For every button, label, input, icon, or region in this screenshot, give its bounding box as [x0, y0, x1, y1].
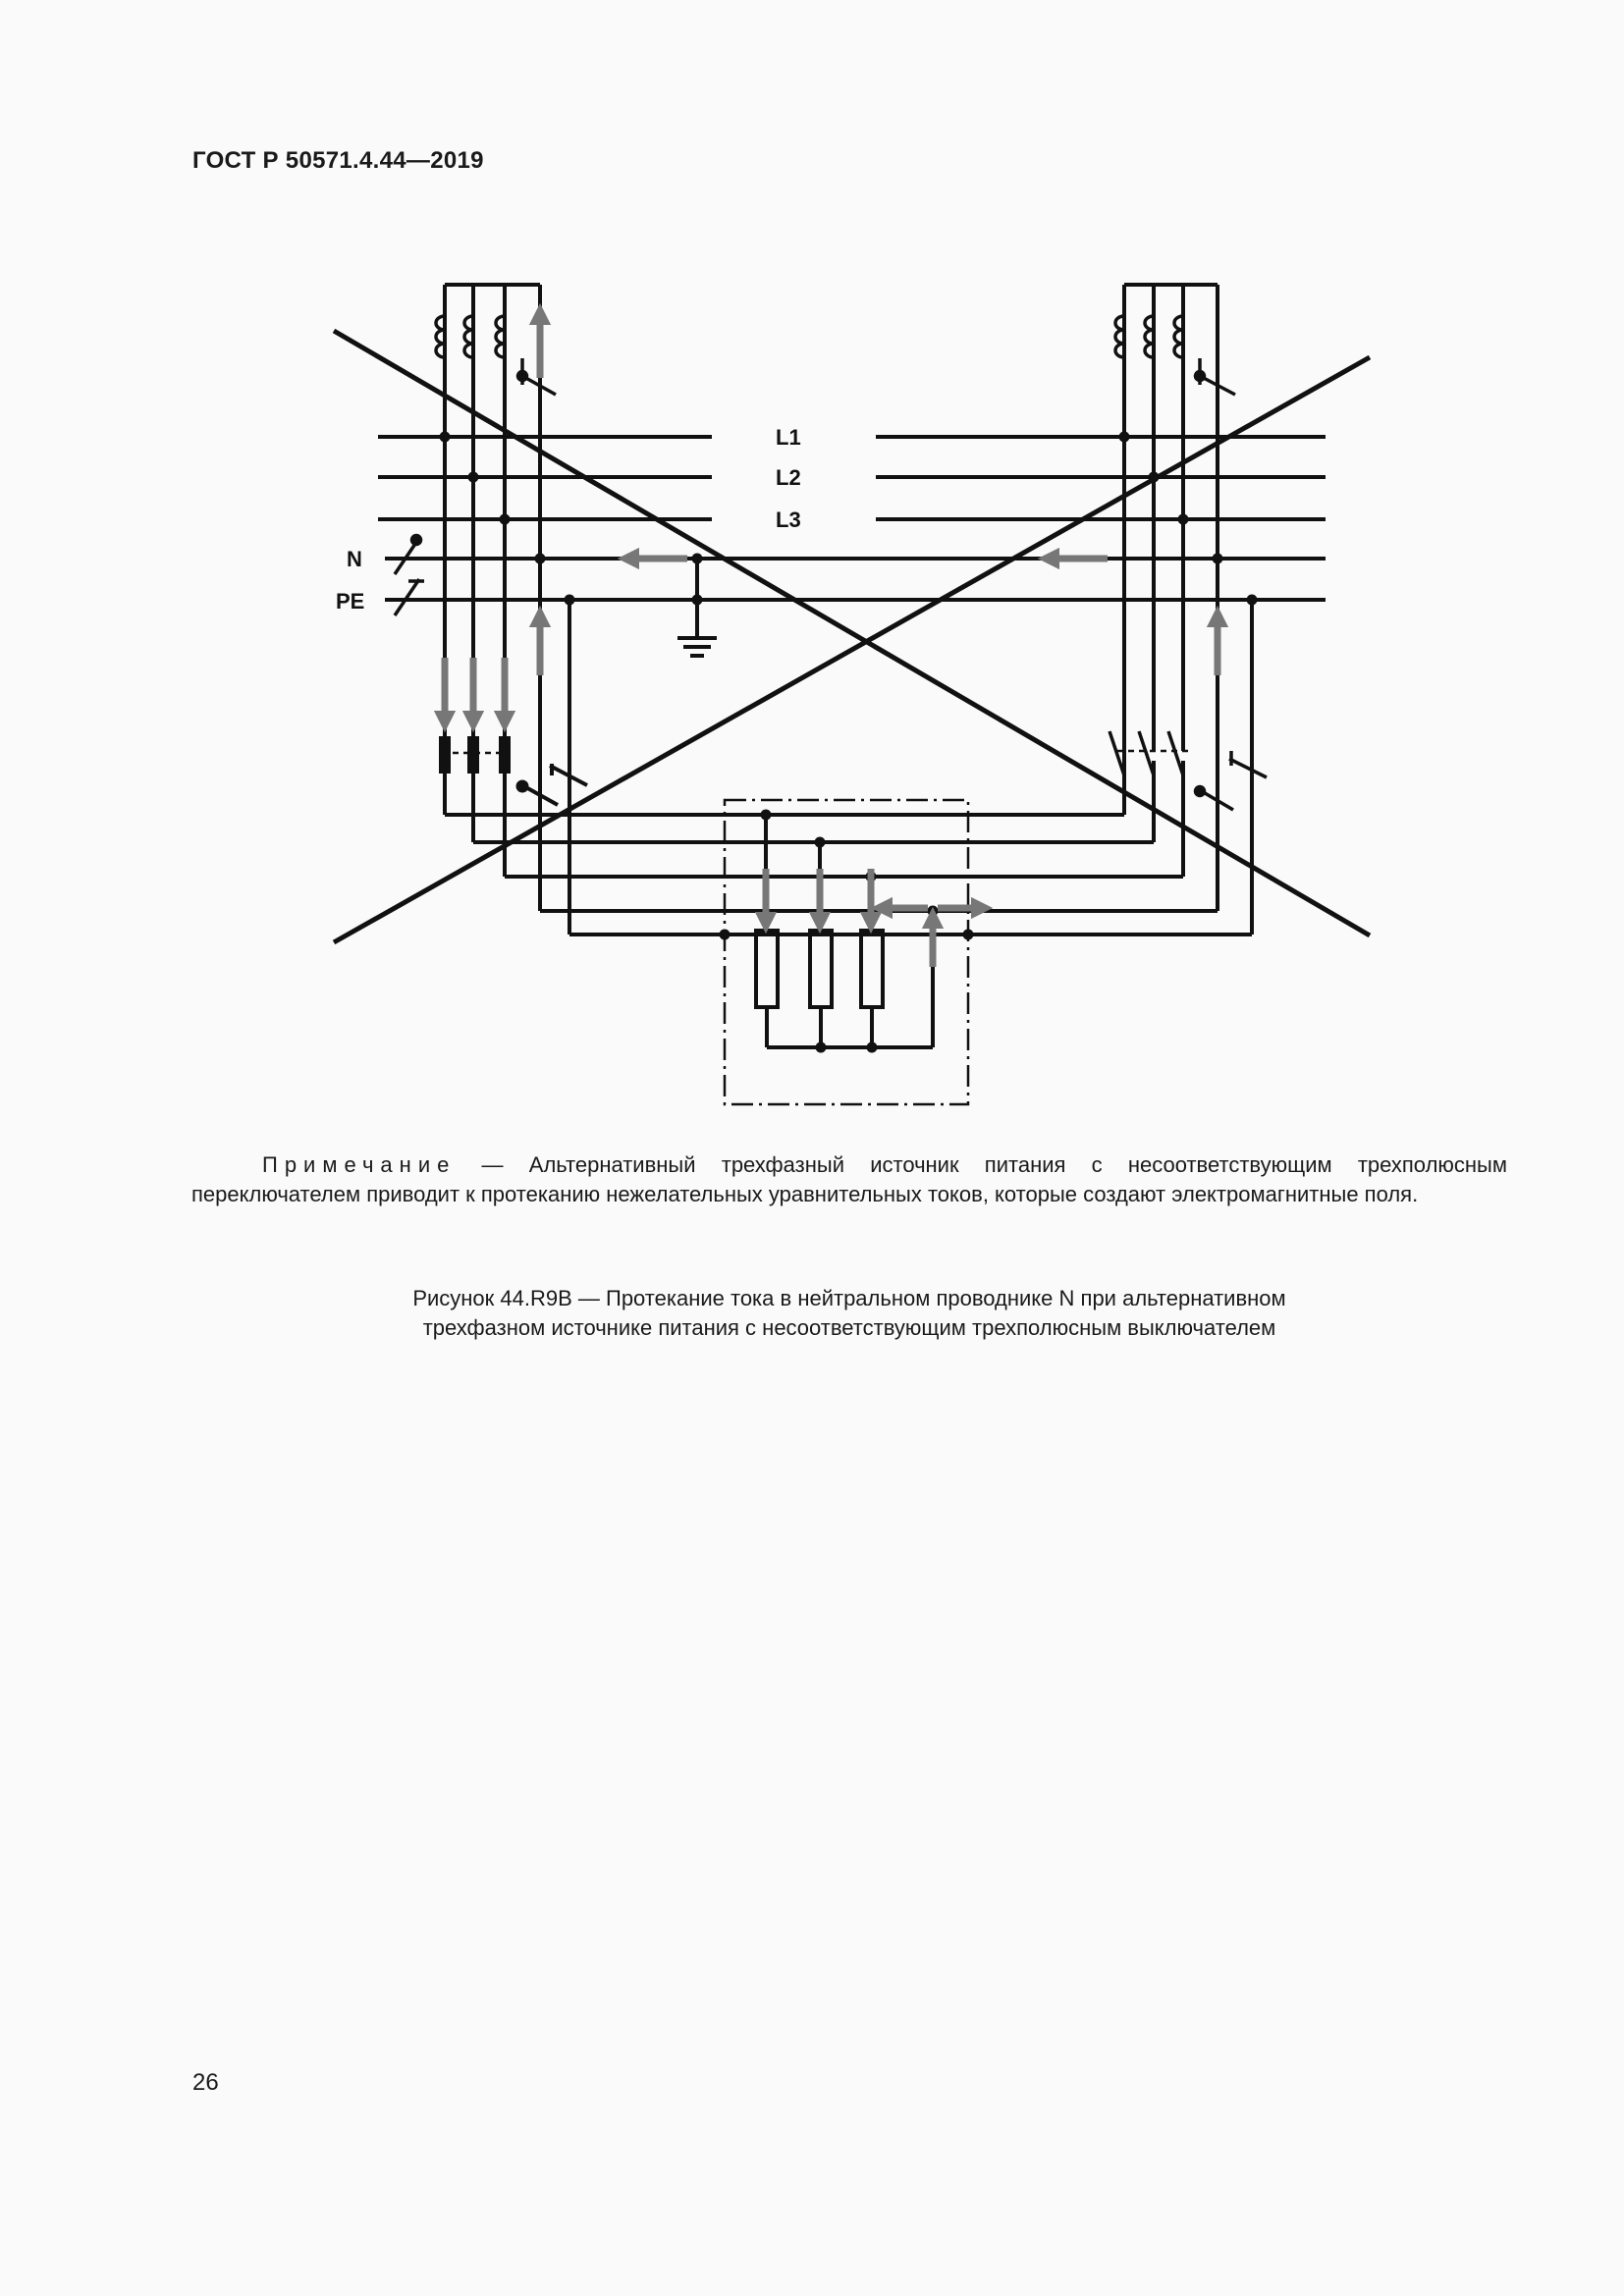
load-current-arrows [766, 869, 982, 967]
left-source-wires [445, 285, 569, 934]
note-text: — Альтернативный трехфазный источник питания с несоответствующим трехполюсным переключателем приводит к протеканию нежелательных уравнительных токов, которые создают электромагнитные поля. [191, 1152, 1507, 1206]
document-header: ГОСТ Р 50571.4.44—2019 [192, 147, 484, 174]
caption-line-1: Рисунок 44.R9B — Протекание тока в нейтральном проводнике N при альтернативном [412, 1286, 1286, 1310]
main-switches [395, 536, 424, 616]
right-neutral-switch [1196, 358, 1236, 395]
figure-note [191, 1150, 1507, 1209]
load-resistors [756, 911, 933, 1047]
ground-icon [677, 559, 717, 656]
circuit-diagram [295, 265, 1394, 1129]
load-feeder-lines [445, 815, 1252, 934]
left-breaker-icons [441, 736, 587, 805]
label-l1: L1 [776, 425, 801, 450]
page-number: 26 [192, 2069, 219, 2096]
label-l3: L3 [776, 507, 801, 532]
label-l2: L2 [776, 465, 801, 490]
figure-caption [191, 1284, 1507, 1343]
label-pe: PE [336, 589, 365, 614]
caption-line-2: трехфазном источнике питания с несоответствующим трехполюсным выключателем [422, 1315, 1276, 1340]
right-source-wires [1124, 285, 1252, 934]
label-n: N [347, 547, 362, 571]
note-label: Примечание [262, 1152, 457, 1177]
